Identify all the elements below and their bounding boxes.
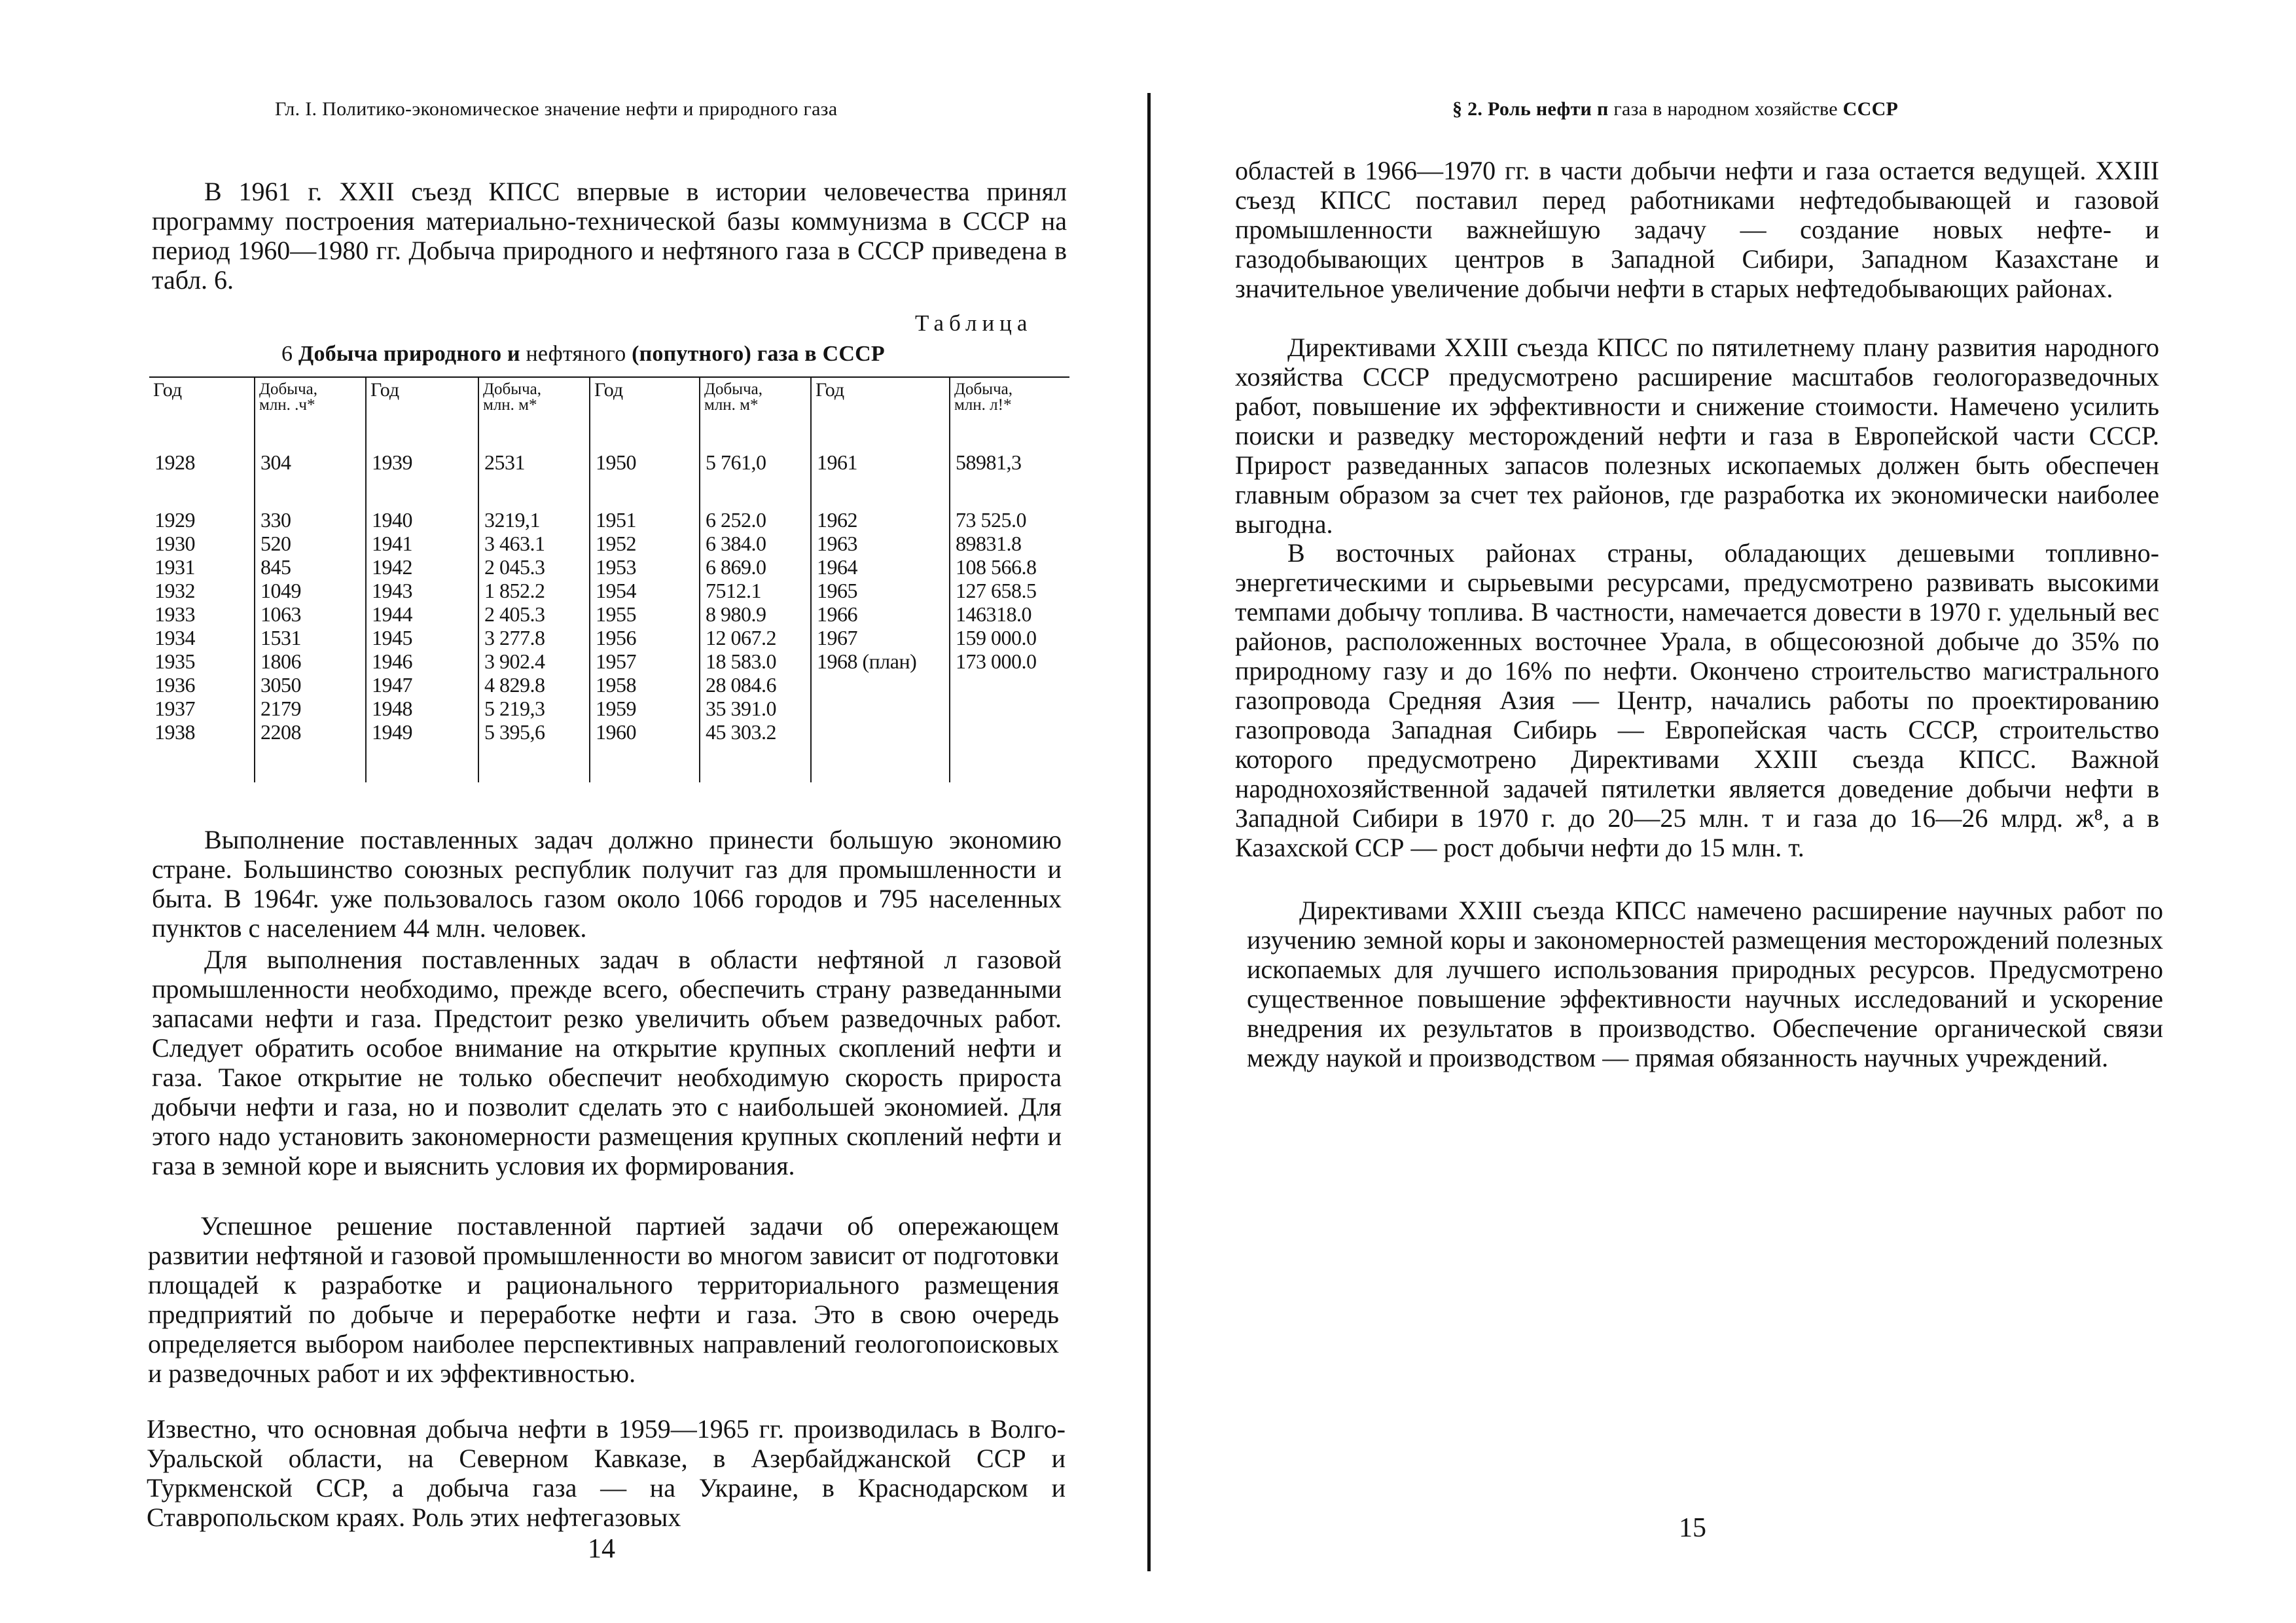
paragraph-development: Успешное решение поставленной партией задачи об опережающем развитии нефтяной и газовой промышленности во многом зависит от подготовки площадей к разработке и рационального территориального размещения предприятий по добыче и переработке нефти и газа. Это в свою очередь определяется выбором наиболее перспективных направлений геологопоисковых и разведочных работ и их эффективностью.: [148, 1211, 1059, 1388]
table-cell: 18 583.0: [706, 649, 776, 673]
paragraph-research: Директивами XXIII съезда КПСС намечено расширение научных работ по изучению земной коры и закономерностей размещения месторождений полезных ископаемых для лучшего использования природных ресурсов. Предусмотрено существенное повышение эффективности научных исследований и ускорение внедрения их результатов в производство. Обеспечение органической связи между наукой и производством — прямая обязанность научных учреждений.: [1247, 896, 2163, 1072]
table-cell: 1941: [372, 532, 412, 555]
table-cell: 1944: [372, 602, 412, 626]
table-cell: 6 252.0: [706, 508, 766, 532]
right-head-bold2: СССР: [1842, 98, 1899, 120]
table-cell: 1945: [372, 626, 412, 649]
table-column-1: [149, 378, 254, 782]
table-column-2: [254, 378, 367, 782]
table-cell: 4 829.8: [484, 673, 545, 697]
table-cell: 3050: [260, 673, 301, 697]
table-column-header: Добыча, млн. л!*: [954, 380, 1013, 414]
table-cell: 1929: [154, 508, 195, 532]
table-cell: 1960: [596, 720, 636, 744]
table-cell: 1965: [817, 579, 857, 602]
table-cell: 1948: [372, 697, 412, 720]
gas-production-table: [149, 376, 1069, 784]
paragraph-economy: Выполнение поставленных задач должно принести большую экономию стране. Большинство союзных республик получит газ для промышленности и быта. В 1964г. уже пользовалось газом около 1066 городов и 795 населенных пунктов с населением 44 млн. человек.: [152, 825, 1062, 943]
table-cell: 73 525.0: [956, 508, 1026, 532]
table-column-header: Год: [594, 379, 624, 401]
table-cell: 1936: [154, 673, 195, 697]
table-cell: 5 395,6: [484, 720, 545, 744]
table-cell: 1531: [260, 626, 301, 649]
table-cell: 3 277.8: [484, 626, 545, 649]
table-cell: 108 566.8: [956, 555, 1037, 579]
table-cell: 173 000.0: [956, 649, 1037, 673]
table-cell: 1953: [596, 555, 636, 579]
table-cell: 6 869.0: [706, 555, 766, 579]
table-cell: 1955: [596, 602, 636, 626]
table-column-4: [478, 378, 590, 782]
table-label: Таблица: [915, 310, 1033, 336]
table-cell: 35 391.0: [706, 697, 776, 720]
table-cell: 1952: [596, 532, 636, 555]
table-cell: 1946: [372, 649, 412, 673]
table-column-header: Год: [816, 379, 845, 401]
table-cell: 1947: [372, 673, 412, 697]
left-page-number: 14: [588, 1534, 615, 1564]
table-title-bold2: (попутного) газа в СССР: [632, 342, 885, 366]
right-head-prefix: § 2.: [1452, 98, 1483, 120]
table-cell: 1063: [260, 602, 301, 626]
table-cell: 1951: [596, 508, 636, 532]
right-running-head: [1452, 98, 1898, 120]
table-cell: 1937: [154, 697, 195, 720]
intro-paragraph: В 1961 г. XXII съезд КПСС впервые в истории человечества принял программу построения материально-технической базы коммунизма в СССР на период 1960—1980 гг. Добыча природного и нефтяного газа в СССР приведена в табл. 6.: [152, 177, 1067, 295]
table-cell: 28 084.6: [706, 673, 776, 697]
table-column-header: Добыча, млн. м*: [704, 380, 762, 414]
table-cell: 1806: [260, 649, 301, 673]
table-cell: 1957: [596, 649, 636, 673]
table-cell: 1967: [817, 626, 857, 649]
table-cell: 1968 (план): [817, 649, 917, 673]
table-title-normal: нефтяного: [526, 342, 626, 366]
table-cell: 2 405.3: [484, 602, 545, 626]
table-column-6: [699, 378, 812, 782]
table-title-number: 6: [281, 342, 293, 366]
table-column-header: Добыча, млн. м*: [483, 380, 541, 414]
table-cell: 2179: [260, 697, 301, 720]
table-cell: 1049: [260, 579, 301, 602]
table-cell: 7512.1: [706, 579, 761, 602]
table-cell: 12 067.2: [706, 626, 776, 649]
table-cell: 1932: [154, 579, 195, 602]
table-cell: 2531: [484, 450, 525, 474]
table-cell: 1964: [817, 555, 857, 579]
paragraph-exploration: Для выполнения поставленных задач в области нефтяной л газовой промышленности необходимо, прежде всего, обеспечить страну разведанными запасами нефти и газа. Предстоит резко увеличить объем разведочных работ. Следует обратить особое внимание на открытие крупных скоплений нефти и газа. Такое открытие не только обеспечит необходимую скорость прироста добычи нефти и газа, но и позволит сделать это с наибольшей экономией. Для этого надо установить закономерности размещения крупных скоплений нефти и газа в земной коре и выяснить условия их формирования.: [152, 945, 1062, 1180]
table-column-8: [949, 378, 1071, 782]
table-cell: 330: [260, 508, 291, 532]
table-cell: 1954: [596, 579, 636, 602]
table-cell: 1962: [817, 508, 857, 532]
table-cell: 1963: [817, 532, 857, 555]
table-cell: 58981,3: [956, 450, 1022, 474]
table-cell: 8 980.9: [706, 602, 766, 626]
table-cell: 2 045.3: [484, 555, 545, 579]
table-cell: 520: [260, 532, 291, 555]
table-title: [281, 342, 885, 367]
paragraph-eastern-regions: В восточных районах страны, обладающих дешевыми топливно-энергетическими и сырьевыми ресурсами, предусмотрено развивать высокими темпами добычу топлива. В частности, намечается довести в 1970 г. удельный вес районов, расположенных восточнее Урала, в общесоюзной добыче до 35% по природному газу и до 16% по нефти. Окончено строительство магистрального газопровода Средняя Азия — Центр, начались работы по проектированию газопровода Западная Сибирь — Европейская часть СССР, строительство которого предусмотрено Директивами XXIII съезда КПСС. Важной народнохозяйственной задачей пятилетки является доведение добычи нефти в Западной Сибири в 1970 г. до 20—25 млн. т и газа до 16—26 млрд. ж⁸, а в Казахской ССР — рост добычи нефти до 15 млн. т.: [1235, 538, 2159, 862]
table-title-bold1: Добыча природного и: [298, 342, 520, 366]
table-cell: 1958: [596, 673, 636, 697]
table-cell: 1935: [154, 649, 195, 673]
paragraph-regions: Известно, что основная добыча нефти в 1959—1965 гг. производилась в Волго-Уральской области, на Северном Кавказе, в Азербайджанской ССР и Туркменской ССР, а добыча газа — на Украине, в Краснодарском и Ставропольском краях. Роль этих нефтегазовых: [147, 1414, 1066, 1532]
table-cell: 1934: [154, 626, 195, 649]
table-cell: 1 852.2: [484, 579, 545, 602]
left-running-head: Гл. I. Политико-экономическое значение нефти и природного газа: [275, 98, 838, 120]
table-column-7: [810, 378, 950, 782]
table-cell: 45 303.2: [706, 720, 776, 744]
paragraph-directives: Директивами XXIII съезда КПСС по пятилетнему плану развития народного хозяйства СССР предусмотрено расширение масштабов геологоразведочных работ, повышение их эффективности и снижение стоимости. Намечено усилить поиски и разведку месторождений нефти и газа в Европейской части СССР. Прирост разведанных запасов полезных ископаемых должен быть обеспечен главным образом за счет тех районов, где разработка их экономически наиболее выгодна.: [1235, 333, 2159, 539]
table-cell: 304: [260, 450, 291, 474]
table-cell: 6 384.0: [706, 532, 766, 555]
right-head-rest: газа в народном хозяйстве: [1613, 98, 1838, 120]
table-cell: 1930: [154, 532, 195, 555]
table-cell: 2208: [260, 720, 301, 744]
table-cell: 3 463.1: [484, 532, 545, 555]
table-cell: 1961: [817, 450, 857, 474]
table-cell: 845: [260, 555, 291, 579]
table-cell: 1939: [372, 450, 412, 474]
table-cell: 5 761,0: [706, 450, 766, 474]
table-cell: 1928: [154, 450, 195, 474]
table-cell: 1938: [154, 720, 195, 744]
table-cell: 1940: [372, 508, 412, 532]
table-cell: 1931: [154, 555, 195, 579]
right-head-bold: Роль нефти п: [1488, 98, 1609, 120]
table-cell: 1966: [817, 602, 857, 626]
table-column-header: Год: [153, 379, 183, 401]
table-cell: 1959: [596, 697, 636, 720]
table-cell: 5 219,3: [484, 697, 545, 720]
table-column-header: Добыча, млн. .ч*: [259, 380, 317, 414]
table-cell: 127 658.5: [956, 579, 1037, 602]
right-page-number: 15: [1679, 1513, 1706, 1543]
table-cell: 3219,1: [484, 508, 540, 532]
table-cell: 89831.8: [956, 532, 1022, 555]
table-cell: 1942: [372, 555, 412, 579]
table-column-header: Год: [370, 379, 400, 401]
table-cell: 159 000.0: [956, 626, 1037, 649]
table-column-5: [589, 378, 700, 782]
table-column-3: [365, 378, 479, 782]
paragraph-continuation: областей в 1966—1970 гг. в части добычи нефти и газа остается ведущей. XXIII съезд КПСС поставил перед работниками нефтедобывающей и газовой промышленности важнейшую задачу — создание новых нефте- и газодобывающих центров в Западной Сибири, Западном Казахстане и значительное увеличение добычи нефти в старых нефтедобывающих районах.: [1235, 156, 2159, 303]
table-cell: 146318.0: [956, 602, 1031, 626]
table-cell: 1950: [596, 450, 636, 474]
table-cell: 3 902.4: [484, 649, 545, 673]
right-page: [1150, 0, 2296, 1623]
table-cell: 1956: [596, 626, 636, 649]
table-cell: 1949: [372, 720, 412, 744]
table-cell: 1943: [372, 579, 412, 602]
table-cell: 1933: [154, 602, 195, 626]
